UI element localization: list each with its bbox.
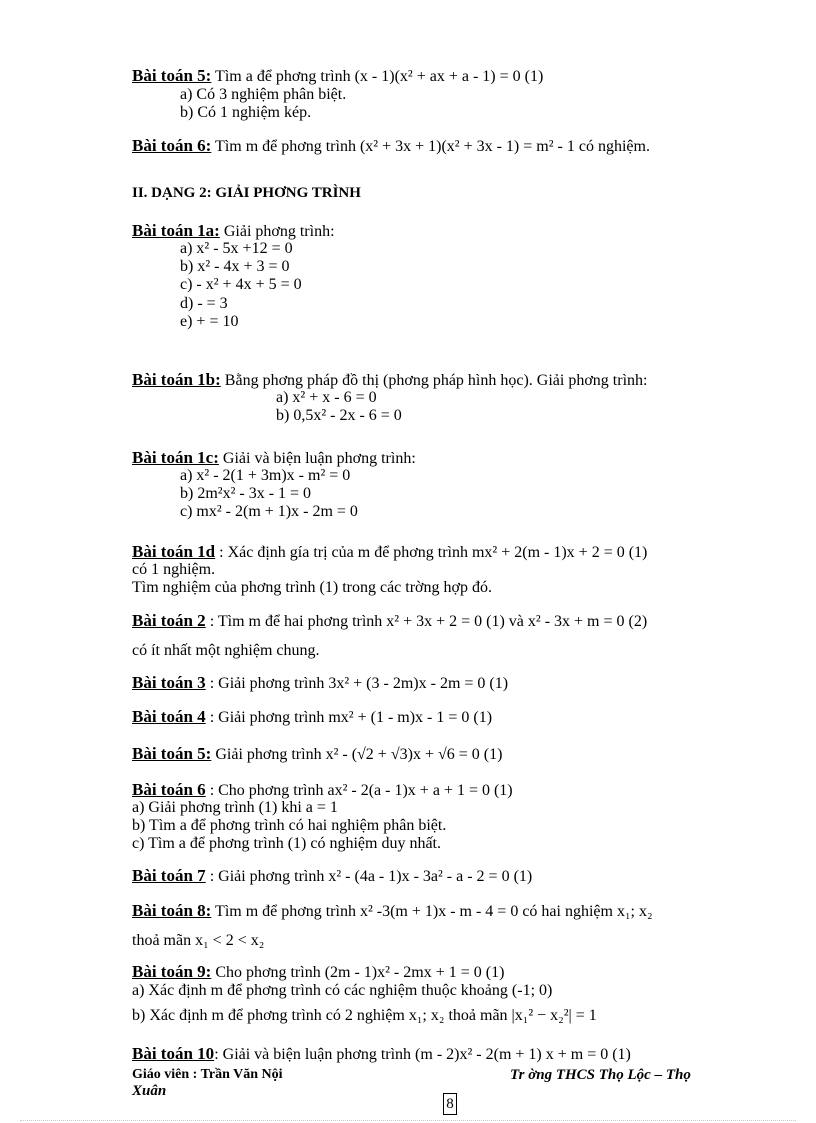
problem-7-line	[132, 867, 532, 886]
problem-title: Bài toán 1d	[132, 542, 216, 561]
sub-item: a) x² + x - 6 = 0	[276, 389, 377, 406]
sub-item: b) 0,5x² - 2x - 6 = 0	[276, 407, 402, 424]
problem-1b-line	[132, 371, 647, 390]
problem-5b-line	[132, 745, 502, 764]
text-line: có ít nhất một nghiệm chung.	[132, 642, 320, 659]
problem-title: Bài toán 8:	[132, 901, 212, 920]
footer-school: Tr ờng THCS Thọ Lộc – Thọ	[510, 1067, 691, 1083]
footer-divider	[20, 1120, 796, 1121]
problem-5-line	[132, 67, 543, 86]
problem-9-line	[132, 963, 504, 982]
sub-item: a) Giải phơng trình (1) khi a = 1	[132, 799, 338, 816]
problem-text: Bằng phơng pháp đồ thị (phơng pháp hình học). Giải phơng trình:	[220, 372, 648, 389]
sub-item: c) - x² + 4x + 5 = 0	[180, 276, 302, 293]
text-line: thoả mãn x₁ < 2 < x₂	[132, 932, 265, 949]
problem-title: Bài toán 2	[132, 611, 206, 630]
problem-8-line	[132, 902, 653, 921]
problem-title: Bài toán 10	[132, 1044, 215, 1063]
problem-6b-line	[132, 781, 513, 800]
sub-item: b) Có 1 nghiệm kép.	[180, 104, 312, 121]
page-number: 8	[443, 1093, 457, 1115]
sub-item: b) Tìm a để phơng trình có hai nghiệm phân biệt.	[132, 817, 447, 834]
problem-text: Tìm m để phơng trình (x² + 3x + 1)(x² + 3x - 1) = m² - 1 có nghiệm.	[211, 138, 650, 155]
sub-item: a) x² - 2(1 + 3m)x - m² = 0	[180, 467, 351, 484]
section-heading: II. DẠNG 2: GIẢI PHƠNG TRÌNH	[132, 185, 361, 201]
problem-title: Bài toán 6:	[132, 136, 212, 155]
problem-1d-line	[132, 543, 647, 562]
problem-title: Bài toán 7	[132, 866, 206, 885]
footer-teacher: Giáo viên : Trần Văn Nội	[132, 1067, 283, 1082]
sub-item: a) x² - 5x +12 = 0	[180, 240, 293, 257]
problem-text: : Giải và biện luận phơng trình (m - 2)x² - 2(m + 1) x + m = 0 (1)	[214, 1046, 631, 1063]
problem-title: Bài toán 1b:	[132, 370, 221, 389]
sub-item: b) x² - 4x + 3 = 0	[180, 258, 290, 275]
sub-item: b) 2m²x² - 3x - 1 = 0	[180, 485, 312, 502]
problem-title: Bài toán 6	[132, 780, 206, 799]
problem-text: Cho phơng trình (2m - 1)x² - 2mx + 1 = 0 (1)	[211, 964, 505, 981]
problem-text: : Xác định gía trị của m để phơng trình mx² + 2(m - 1)x + 2 = 0 (1)	[215, 544, 648, 561]
problem-title: Bài toán 1a:	[132, 221, 220, 240]
sub-item: c) Tìm a để phơng trình (1) có nghiệm duy nhất.	[132, 835, 441, 852]
footer-school-cont: Xuân	[132, 1083, 167, 1099]
problem-1a-line	[132, 222, 335, 241]
sub-item: c) mx² - 2(m + 1)x - 2m = 0	[180, 503, 358, 520]
problem-text: : Giải phơng trình 3x² + (3 - 2m)x - 2m = 0 (1)	[205, 675, 509, 692]
problem-title: Bài toán 4	[132, 707, 206, 726]
problem-title: Bài toán 9:	[132, 962, 212, 981]
problem-title: Bài toán 1c:	[132, 448, 219, 467]
problem-text: Tìm m để phơng trình x² -3(m + 1)x - m - 4 = 0 có hai nghiệm x₁; x₂	[211, 903, 653, 920]
problem-1c-line	[132, 449, 416, 468]
sub-item: a) Có 3 nghiệm phân biệt.	[180, 86, 347, 103]
sub-item: b) Xác định m để phơng trình có 2 nghiệm x₁; x₂ thoả mãn |x₁² − x₂²| = 1	[132, 1007, 597, 1024]
problem-3-line	[132, 674, 508, 693]
text-line: có 1 nghiệm.	[132, 561, 216, 578]
sub-item: a) Xác định m để phơng trình có các nghiệm thuộc khoảng (-1; 0)	[132, 982, 553, 999]
problem-text: Giải phơng trình x² - (√2 + √3)x + √6 = 0 (1)	[211, 746, 503, 763]
problem-title: Bài toán 3	[132, 673, 206, 692]
problem-6-line	[132, 137, 650, 156]
problem-text: Tìm a để phơng trình (x - 1)(x² + ax + a - 1) = 0 (1)	[211, 68, 544, 85]
problem-title: Bài toán 5:	[132, 744, 212, 763]
problem-text: : Tìm m để hai phơng trình x² + 3x + 2 = 0 (1) và x² - 3x + m = 0 (2)	[205, 613, 648, 630]
problem-10-line	[132, 1045, 631, 1064]
problem-text: Giải và biện luận phơng trình:	[218, 450, 416, 467]
sub-item: d) - = 3	[180, 295, 228, 312]
problem-title: Bài toán 5:	[132, 66, 212, 85]
problem-text: : Giải phơng trình mx² + (1 - m)x - 1 = 0 (1)	[205, 709, 493, 726]
problem-2-line	[132, 612, 647, 631]
text-line: Tìm nghiệm của phơng trình (1) trong các trờng hợp đó.	[132, 579, 492, 596]
problem-text: : Giải phơng trình x² - (4a - 1)x - 3a² - a - 2 = 0 (1)	[205, 868, 533, 885]
problem-text: : Cho phơng trình ax² - 2(a - 1)x + a + 1 = 0 (1)	[205, 782, 513, 799]
sub-item: e) + = 10	[180, 313, 239, 330]
problem-text: Giải phơng trình:	[219, 223, 335, 240]
problem-4-line	[132, 708, 492, 727]
